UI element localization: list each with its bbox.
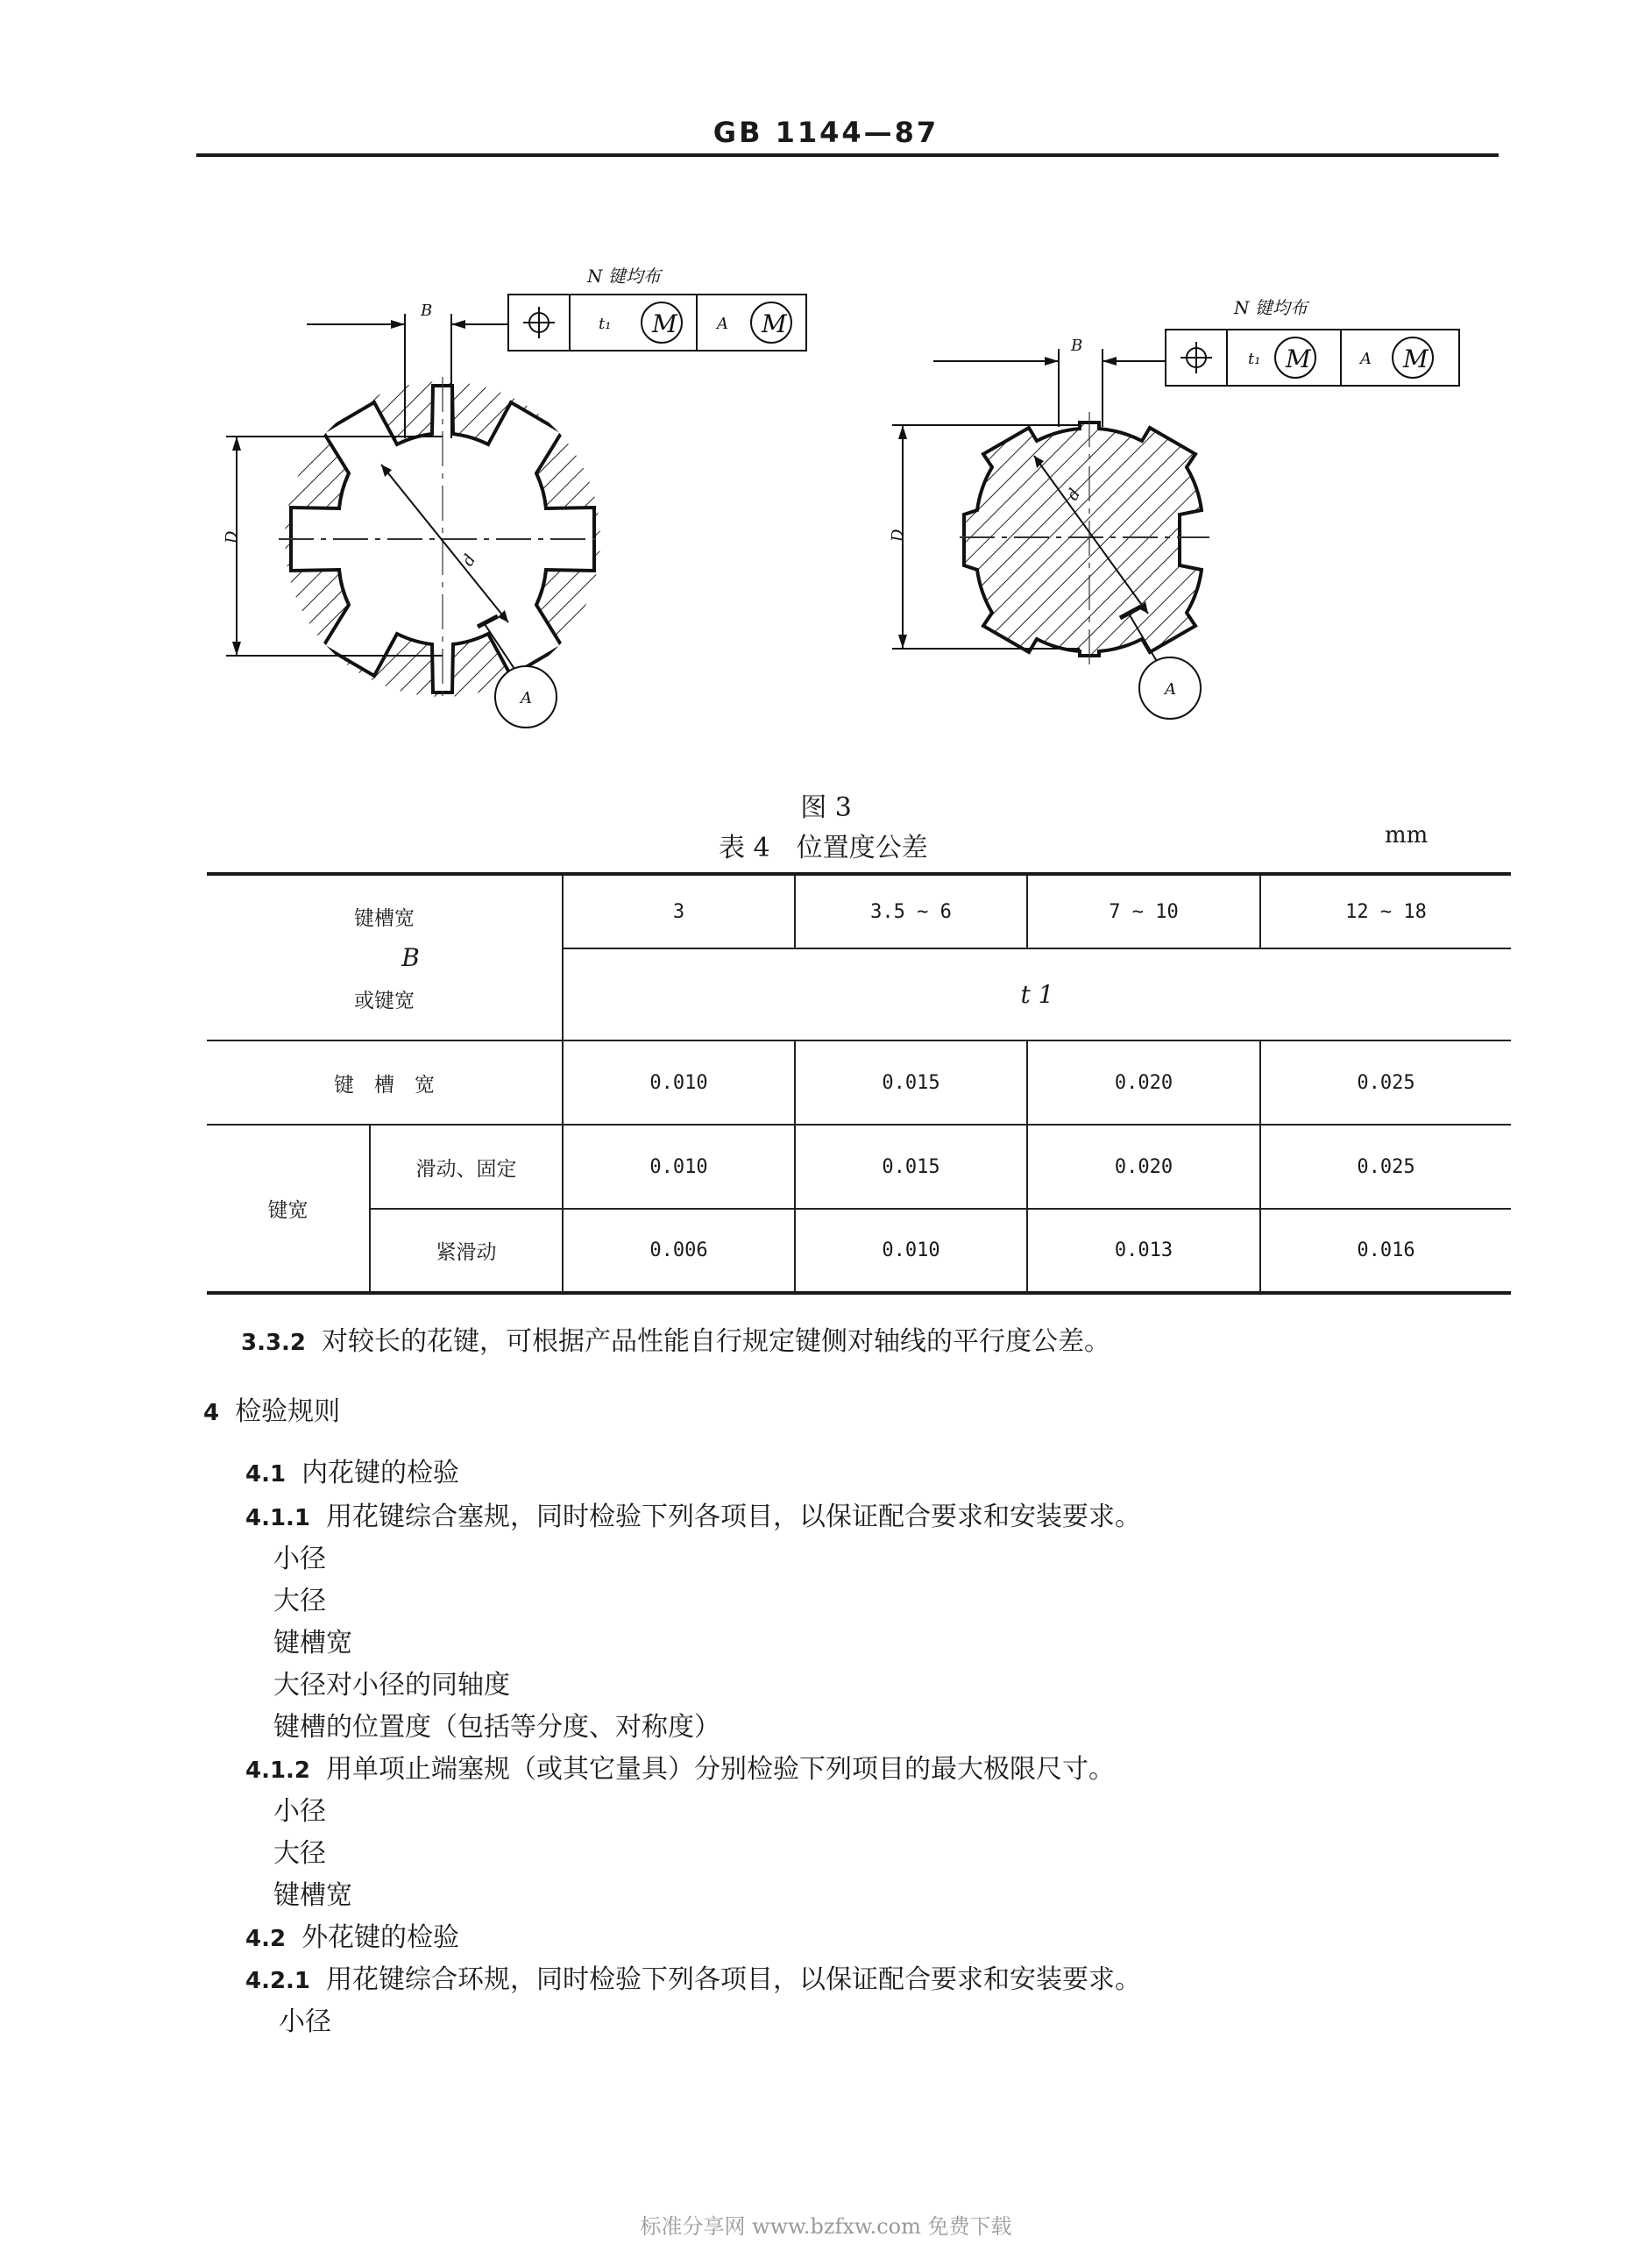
table-row: [207, 1040, 1511, 1125]
paragraph-4-1-2: [245, 1747, 1115, 1786]
table-cell: 0.010: [563, 1125, 795, 1209]
section-4-heading: [203, 1389, 340, 1428]
right-frame-modifier: M: [1286, 344, 1311, 373]
footer-watermark: 标准分享网 www.bzfxw.com 免费下载: [640, 2214, 1012, 2239]
table-cell: 0.020: [1027, 1040, 1260, 1125]
paragraph-text: 用单项止端塞规（或其它量具）分别检验下列项目的最大极限尺寸。: [326, 1754, 1116, 1785]
section-number: 3.3.2: [241, 1330, 307, 1356]
list-item: 小径: [273, 1796, 326, 1827]
table-cell: 0.010: [563, 1040, 795, 1125]
section-4-2-heading: [245, 1915, 459, 1954]
table-cell: 0.015: [795, 1125, 1027, 1209]
table-header-row: [207, 874, 1511, 948]
column-header: 12 ~ 18: [1260, 874, 1511, 948]
row-label: 紧滑动: [370, 1209, 563, 1293]
header-row-label: [207, 874, 563, 1040]
left-d-label: d: [458, 551, 480, 570]
section-title: 内花键的检验: [301, 1458, 460, 1488]
section-number: 4.1.1: [245, 1505, 311, 1531]
table-unit: mm: [1385, 822, 1429, 849]
left-D-label: D: [223, 530, 241, 543]
left-datum-label: A: [521, 689, 532, 707]
external-spline-profile: [964, 423, 1202, 656]
paragraph-3-3-2: [241, 1319, 1110, 1358]
internal-spline-diagram: [226, 295, 806, 728]
paragraph-text: 对较长的花键，可根据产品性能自行规定键侧对轴线的平行度公差。: [322, 1326, 1111, 1357]
section-title: 检验规则: [235, 1396, 341, 1427]
table-cell: 0.025: [1260, 1125, 1511, 1209]
section-number: 4.2.1: [245, 1968, 311, 1994]
table-row: [207, 1209, 1511, 1293]
document-header-title: GB 1144—87: [713, 116, 939, 149]
t1-sub-label: t 1: [563, 948, 1511, 1040]
external-spline-diagram: [892, 330, 1459, 719]
table-cell: 0.020: [1027, 1125, 1260, 1209]
table-cell: 0.015: [795, 1040, 1027, 1125]
header-label-top: 键槽宽: [354, 907, 415, 930]
list-item: 大径: [273, 1838, 326, 1869]
list-item: 键槽宽: [273, 1880, 352, 1911]
list-item: 小径: [279, 2006, 331, 2037]
list-item: 键槽宽: [273, 1628, 352, 1658]
header-label-B: B: [401, 943, 420, 972]
left-frame-tolerance: t₁: [599, 315, 612, 333]
left-frame-modifier: M: [652, 309, 677, 338]
list-item: 大径: [273, 1586, 326, 1616]
table-cell: 0.016: [1260, 1209, 1511, 1293]
group-label: 键宽: [207, 1125, 370, 1293]
table-cell: 0.010: [795, 1209, 1027, 1293]
left-frame-datum-modifier: M: [762, 309, 787, 338]
table-cell: 0.013: [1027, 1209, 1260, 1293]
column-header: 3.5 ~ 6: [795, 874, 1027, 948]
paragraph-4-2-1: [245, 1957, 1141, 1996]
right-datum-label: A: [1165, 680, 1176, 699]
figure-3: [0, 0, 1652, 771]
section-number: 4: [203, 1400, 220, 1426]
header-label-bottom: 或键宽: [354, 990, 415, 1012]
right-d-label: d: [1063, 486, 1085, 504]
right-b-label: B: [1071, 337, 1083, 355]
list-item: 键槽的位置度（包括等分度、对称度）: [273, 1712, 720, 1743]
section-4-1-heading: [245, 1451, 459, 1489]
paragraph-4-1-1: [245, 1495, 1141, 1533]
table-row: [207, 1125, 1511, 1209]
list-item: 大径对小径的同轴度: [273, 1670, 510, 1701]
column-header: 7 ~ 10: [1027, 874, 1260, 948]
right-D-label: D: [889, 529, 907, 542]
section-number: 4.1.2: [245, 1758, 311, 1784]
row-label: 滑动、固定: [370, 1125, 563, 1209]
right-frame-tolerance: t₁: [1248, 350, 1261, 368]
table-cell: 0.025: [1260, 1040, 1511, 1125]
left-b-label: B: [421, 302, 433, 320]
list-item: 小径: [273, 1544, 326, 1574]
section-number: 4.2: [245, 1926, 287, 1952]
right-frame-datum-modifier: M: [1403, 344, 1429, 373]
paragraph-text: 用花键综合环规，同时检验下列各项目，以保证配合要求和安装要求。: [326, 1964, 1142, 1995]
right-frame-datum: A: [1360, 350, 1372, 368]
column-header: 3: [563, 874, 795, 948]
table-cell: 0.006: [563, 1209, 795, 1293]
left-frame-datum: A: [717, 315, 728, 333]
right-distribution-note: N 键均布: [1234, 297, 1308, 318]
paragraph-text: 用花键综合塞规，同时检验下列各项目，以保证配合要求和安装要求。: [326, 1502, 1142, 1532]
figure-caption: 图 3: [800, 792, 852, 823]
section-title: 外花键的检验: [301, 1922, 460, 1953]
section-number: 4.1: [245, 1461, 287, 1488]
row-label: 键 槽 宽: [207, 1040, 563, 1125]
position-tolerance-table: [207, 872, 1511, 1295]
left-distribution-note: N 键均布: [587, 266, 661, 287]
table-title: 表 4 位置度公差: [719, 833, 928, 863]
